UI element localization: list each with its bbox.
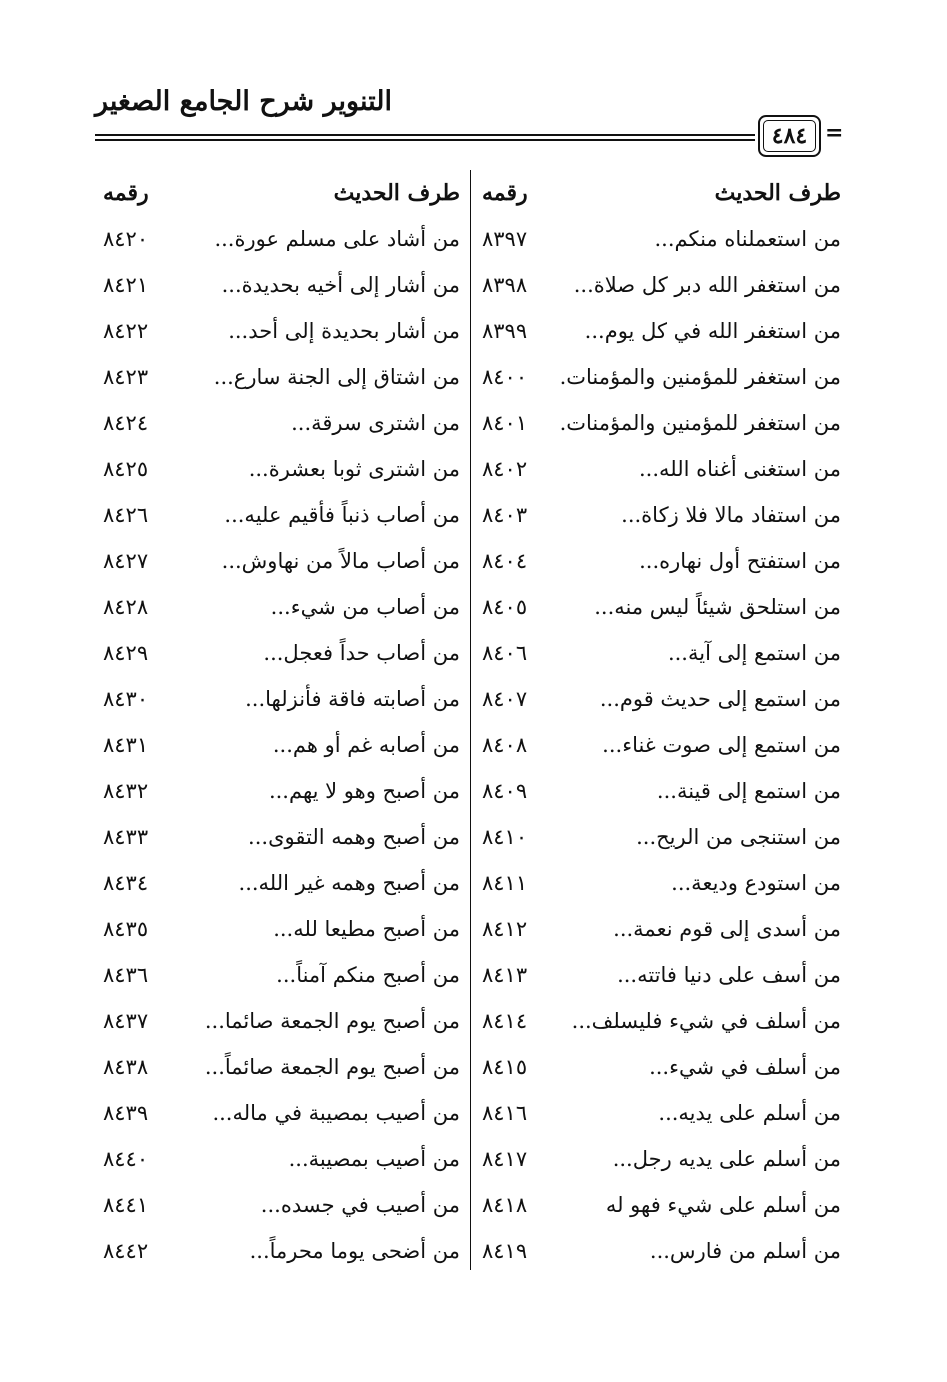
table-row — [95, 446, 470, 492]
hadith-text: من أصبح يوم الجمعة صائما... — [204, 1009, 460, 1033]
right-column — [472, 170, 847, 1270]
hadith-text: من أصابته فاقة فأنزلها... — [245, 687, 460, 711]
hadith-number: ٨٤٢٤ — [103, 411, 149, 435]
hadith-text: من أسلم على يديه رجل... — [612, 1147, 841, 1171]
hadith-number: ٨٤٠٨ — [482, 733, 528, 757]
hadith-text: من أسلم من فارس... — [649, 1239, 841, 1263]
table-row — [95, 1182, 470, 1228]
hadith-text: من أصاب ذنباً فأقيم عليه... — [224, 503, 460, 527]
table-row — [95, 492, 470, 538]
table-row — [95, 676, 470, 722]
table-row — [472, 1090, 847, 1136]
hadith-number: ٨٤١٥ — [482, 1055, 528, 1079]
hadith-number: ٨٤٢١ — [103, 273, 149, 297]
table-row — [472, 446, 847, 492]
hadith-number: ٨٤٣٢ — [103, 779, 149, 803]
hadith-text: من استغفر الله في كل يوم... — [584, 319, 841, 343]
table-row — [95, 1228, 470, 1274]
hadith-number: ٨٤٣٧ — [103, 1009, 149, 1033]
hadith-number: ٨٤٣٦ — [103, 963, 149, 987]
header-hadith-text: طرف الحديث — [714, 180, 841, 206]
table-row — [95, 538, 470, 584]
hadith-text: من استفاد مالا فلا زكاة... — [621, 503, 841, 527]
table-row — [95, 584, 470, 630]
hadith-text: من استمع إلى آية... — [667, 641, 841, 665]
hadith-text: من أصبح وهو لا يهم... — [268, 779, 460, 803]
table-row — [472, 906, 847, 952]
page-header — [95, 82, 845, 162]
header-hadith-text: طرف الحديث — [333, 180, 460, 206]
table-row — [472, 1044, 847, 1090]
table-row — [95, 906, 470, 952]
column-divider — [470, 170, 471, 1270]
table-row — [472, 400, 847, 446]
hadith-text: من أسدى إلى قوم نعمة... — [613, 917, 841, 941]
hadith-number: ٨٤١٣ — [482, 963, 528, 987]
hadith-number: ٨٤١٠ — [482, 825, 528, 849]
hadith-number: ٨٤٢٢ — [103, 319, 149, 343]
table-row — [472, 354, 847, 400]
hadith-text: من أضحى يوما محرماً... — [249, 1239, 460, 1263]
hadith-text: من استمع إلى قينة... — [656, 779, 841, 803]
hadith-text: من استغفر للمؤمنين والمؤمنات. — [559, 365, 841, 389]
hadith-number: ٨٤٠١ — [482, 411, 528, 435]
table-row — [95, 400, 470, 446]
header-ornament: = — [825, 120, 844, 146]
hadith-index-table — [95, 170, 845, 1270]
table-row — [472, 262, 847, 308]
table-row — [95, 722, 470, 768]
hadith-text: من أشار بحديدة إلى أحد... — [228, 319, 460, 343]
hadith-number: ٨٤٣٠ — [103, 687, 149, 711]
hadith-text: من استلحق شيئاً ليس منه... — [594, 595, 841, 619]
hadith-number: ٨٤١١ — [482, 871, 528, 895]
hadith-number: ٨٤٠٠ — [482, 365, 528, 389]
table-row — [95, 216, 470, 262]
hadith-number: ٨٤٢٩ — [103, 641, 149, 665]
hadith-text: من أصابه غم أو هم... — [272, 733, 460, 757]
hadith-text: من استنجى من الريح... — [636, 825, 841, 849]
hadith-text: من استغنى أغناه الله... — [638, 457, 841, 481]
hadith-number: ٨٤٣٨ — [103, 1055, 149, 1079]
header-number: رقمه — [482, 180, 528, 206]
hadith-number: ٨٤٤٢ — [103, 1239, 149, 1263]
hadith-number: ٨٤١٨ — [482, 1193, 528, 1217]
table-row — [472, 630, 847, 676]
hadith-text: من أصاب حداً فعجل... — [263, 641, 460, 665]
hadith-text: من أسلف في شيء... — [649, 1055, 841, 1079]
page-number-box — [758, 115, 821, 157]
hadith-text: من استمع إلى حديث قوم... — [599, 687, 841, 711]
hadith-text: من أشار إلى أخيه بحديدة... — [221, 273, 460, 297]
table-row — [95, 1044, 470, 1090]
hadith-number: ٨٤٢٠ — [103, 227, 149, 251]
hadith-number: ٨٣٩٧ — [482, 227, 528, 251]
hadith-number: ٨٤٢٨ — [103, 595, 149, 619]
header-rule — [95, 134, 755, 141]
hadith-number: ٨٤٣٤ — [103, 871, 149, 895]
table-row — [95, 860, 470, 906]
hadith-text: من أصاب من شيء... — [270, 595, 460, 619]
table-row — [472, 814, 847, 860]
hadith-text: من أصبح مطيعا لله... — [273, 917, 460, 941]
hadith-text: من استودع وديعة... — [671, 871, 841, 895]
hadith-number: ٨٤٣٣ — [103, 825, 149, 849]
column-header-row — [472, 170, 847, 216]
hadith-number: ٨٤٠٢ — [482, 457, 528, 481]
hadith-number: ٨٤٠٥ — [482, 595, 528, 619]
hadith-number: ٨٣٩٨ — [482, 273, 528, 297]
hadith-number: ٨٤٢٥ — [103, 457, 149, 481]
table-row — [472, 722, 847, 768]
hadith-text: من استفتح أول نهاره... — [639, 549, 841, 573]
hadith-number: ٨٤٣٩ — [103, 1101, 149, 1125]
table-row — [95, 952, 470, 998]
table-row — [95, 354, 470, 400]
table-row — [472, 216, 847, 262]
hadith-number: ٨٤٣١ — [103, 733, 149, 757]
hadith-number: ٨٤١٦ — [482, 1101, 528, 1125]
hadith-text: من أصيب بمصيبة في ماله... — [212, 1101, 460, 1125]
hadith-text: من اشترى سرقة... — [291, 411, 460, 435]
hadith-text: من أصيب في جسده... — [260, 1193, 460, 1217]
table-row — [95, 998, 470, 1044]
book-title: التنوير شرح الجامع الصغير — [95, 86, 392, 117]
table-row — [472, 584, 847, 630]
table-row — [472, 676, 847, 722]
hadith-number: ٨٤١٤ — [482, 1009, 528, 1033]
table-row — [472, 492, 847, 538]
hadith-number: ٨٤٠٩ — [482, 779, 528, 803]
hadith-number: ٨٣٩٩ — [482, 319, 528, 343]
hadith-text: من أصبح يوم الجمعة صائماً... — [204, 1055, 460, 1079]
table-row — [472, 998, 847, 1044]
hadith-text: من استعملناه منكم... — [654, 227, 841, 251]
hadith-text: من أصبح وهمه التقوى... — [248, 825, 460, 849]
table-row — [472, 952, 847, 998]
header-number: رقمه — [103, 180, 149, 206]
table-row — [95, 814, 470, 860]
hadith-text: من استمع إلى صوت غناء... — [602, 733, 841, 757]
table-row — [472, 308, 847, 354]
hadith-number: ٨٤٣٥ — [103, 917, 149, 941]
hadith-number: ٨٤٤١ — [103, 1193, 149, 1217]
table-row — [472, 1182, 847, 1228]
hadith-number: ٨٤٠٧ — [482, 687, 528, 711]
table-row — [472, 538, 847, 584]
hadith-text: من أسلف في شيء فليسلف... — [571, 1009, 841, 1033]
table-row — [472, 860, 847, 906]
hadith-text: من أسف على دنيا فاتته... — [617, 963, 841, 987]
hadith-number: ٨٤٠٦ — [482, 641, 528, 665]
hadith-number: ٨٤٢٦ — [103, 503, 149, 527]
table-row — [95, 1136, 470, 1182]
table-row — [472, 1136, 847, 1182]
hadith-text: من أصيب بمصيبة... — [288, 1147, 460, 1171]
column-header-row — [95, 170, 470, 216]
table-row — [95, 262, 470, 308]
hadith-number: ٨٤٠٣ — [482, 503, 528, 527]
hadith-number: ٨٤٢٣ — [103, 365, 149, 389]
hadith-number: ٨٤٤٠ — [103, 1147, 149, 1171]
table-row — [472, 1228, 847, 1274]
hadith-text: من اشتاق إلى الجنة سارع... — [213, 365, 460, 389]
hadith-text: من أسلم على يديه... — [658, 1101, 841, 1125]
table-row — [95, 630, 470, 676]
hadith-text: من استغفر للمؤمنين والمؤمنات. — [559, 411, 841, 435]
hadith-text: من أصاب مالاً من نهاوش... — [221, 549, 460, 573]
hadith-text: من أصبح منكم آمناً... — [276, 963, 460, 987]
left-column — [95, 170, 470, 1270]
hadith-number: ٨٤١٩ — [482, 1239, 528, 1263]
hadith-number: ٨٤١٧ — [482, 1147, 528, 1171]
hadith-text: من اشترى ثوبا بعشرة... — [248, 457, 460, 481]
hadith-number: ٨٤١٢ — [482, 917, 528, 941]
hadith-number: ٨٤٢٧ — [103, 549, 149, 573]
table-row — [95, 768, 470, 814]
table-row — [472, 768, 847, 814]
table-row — [95, 308, 470, 354]
table-row — [95, 1090, 470, 1136]
hadith-text: من أسلم على شيء فهو له — [605, 1193, 841, 1217]
hadith-text: من استغفر الله دبر كل صلاة... — [573, 273, 841, 297]
page-number: ٤٨٤ — [771, 123, 808, 149]
hadith-text: من أشاد على مسلم عورة... — [214, 227, 460, 251]
hadith-text: من أصبح وهمه غير الله... — [238, 871, 460, 895]
hadith-number: ٨٤٠٤ — [482, 549, 528, 573]
